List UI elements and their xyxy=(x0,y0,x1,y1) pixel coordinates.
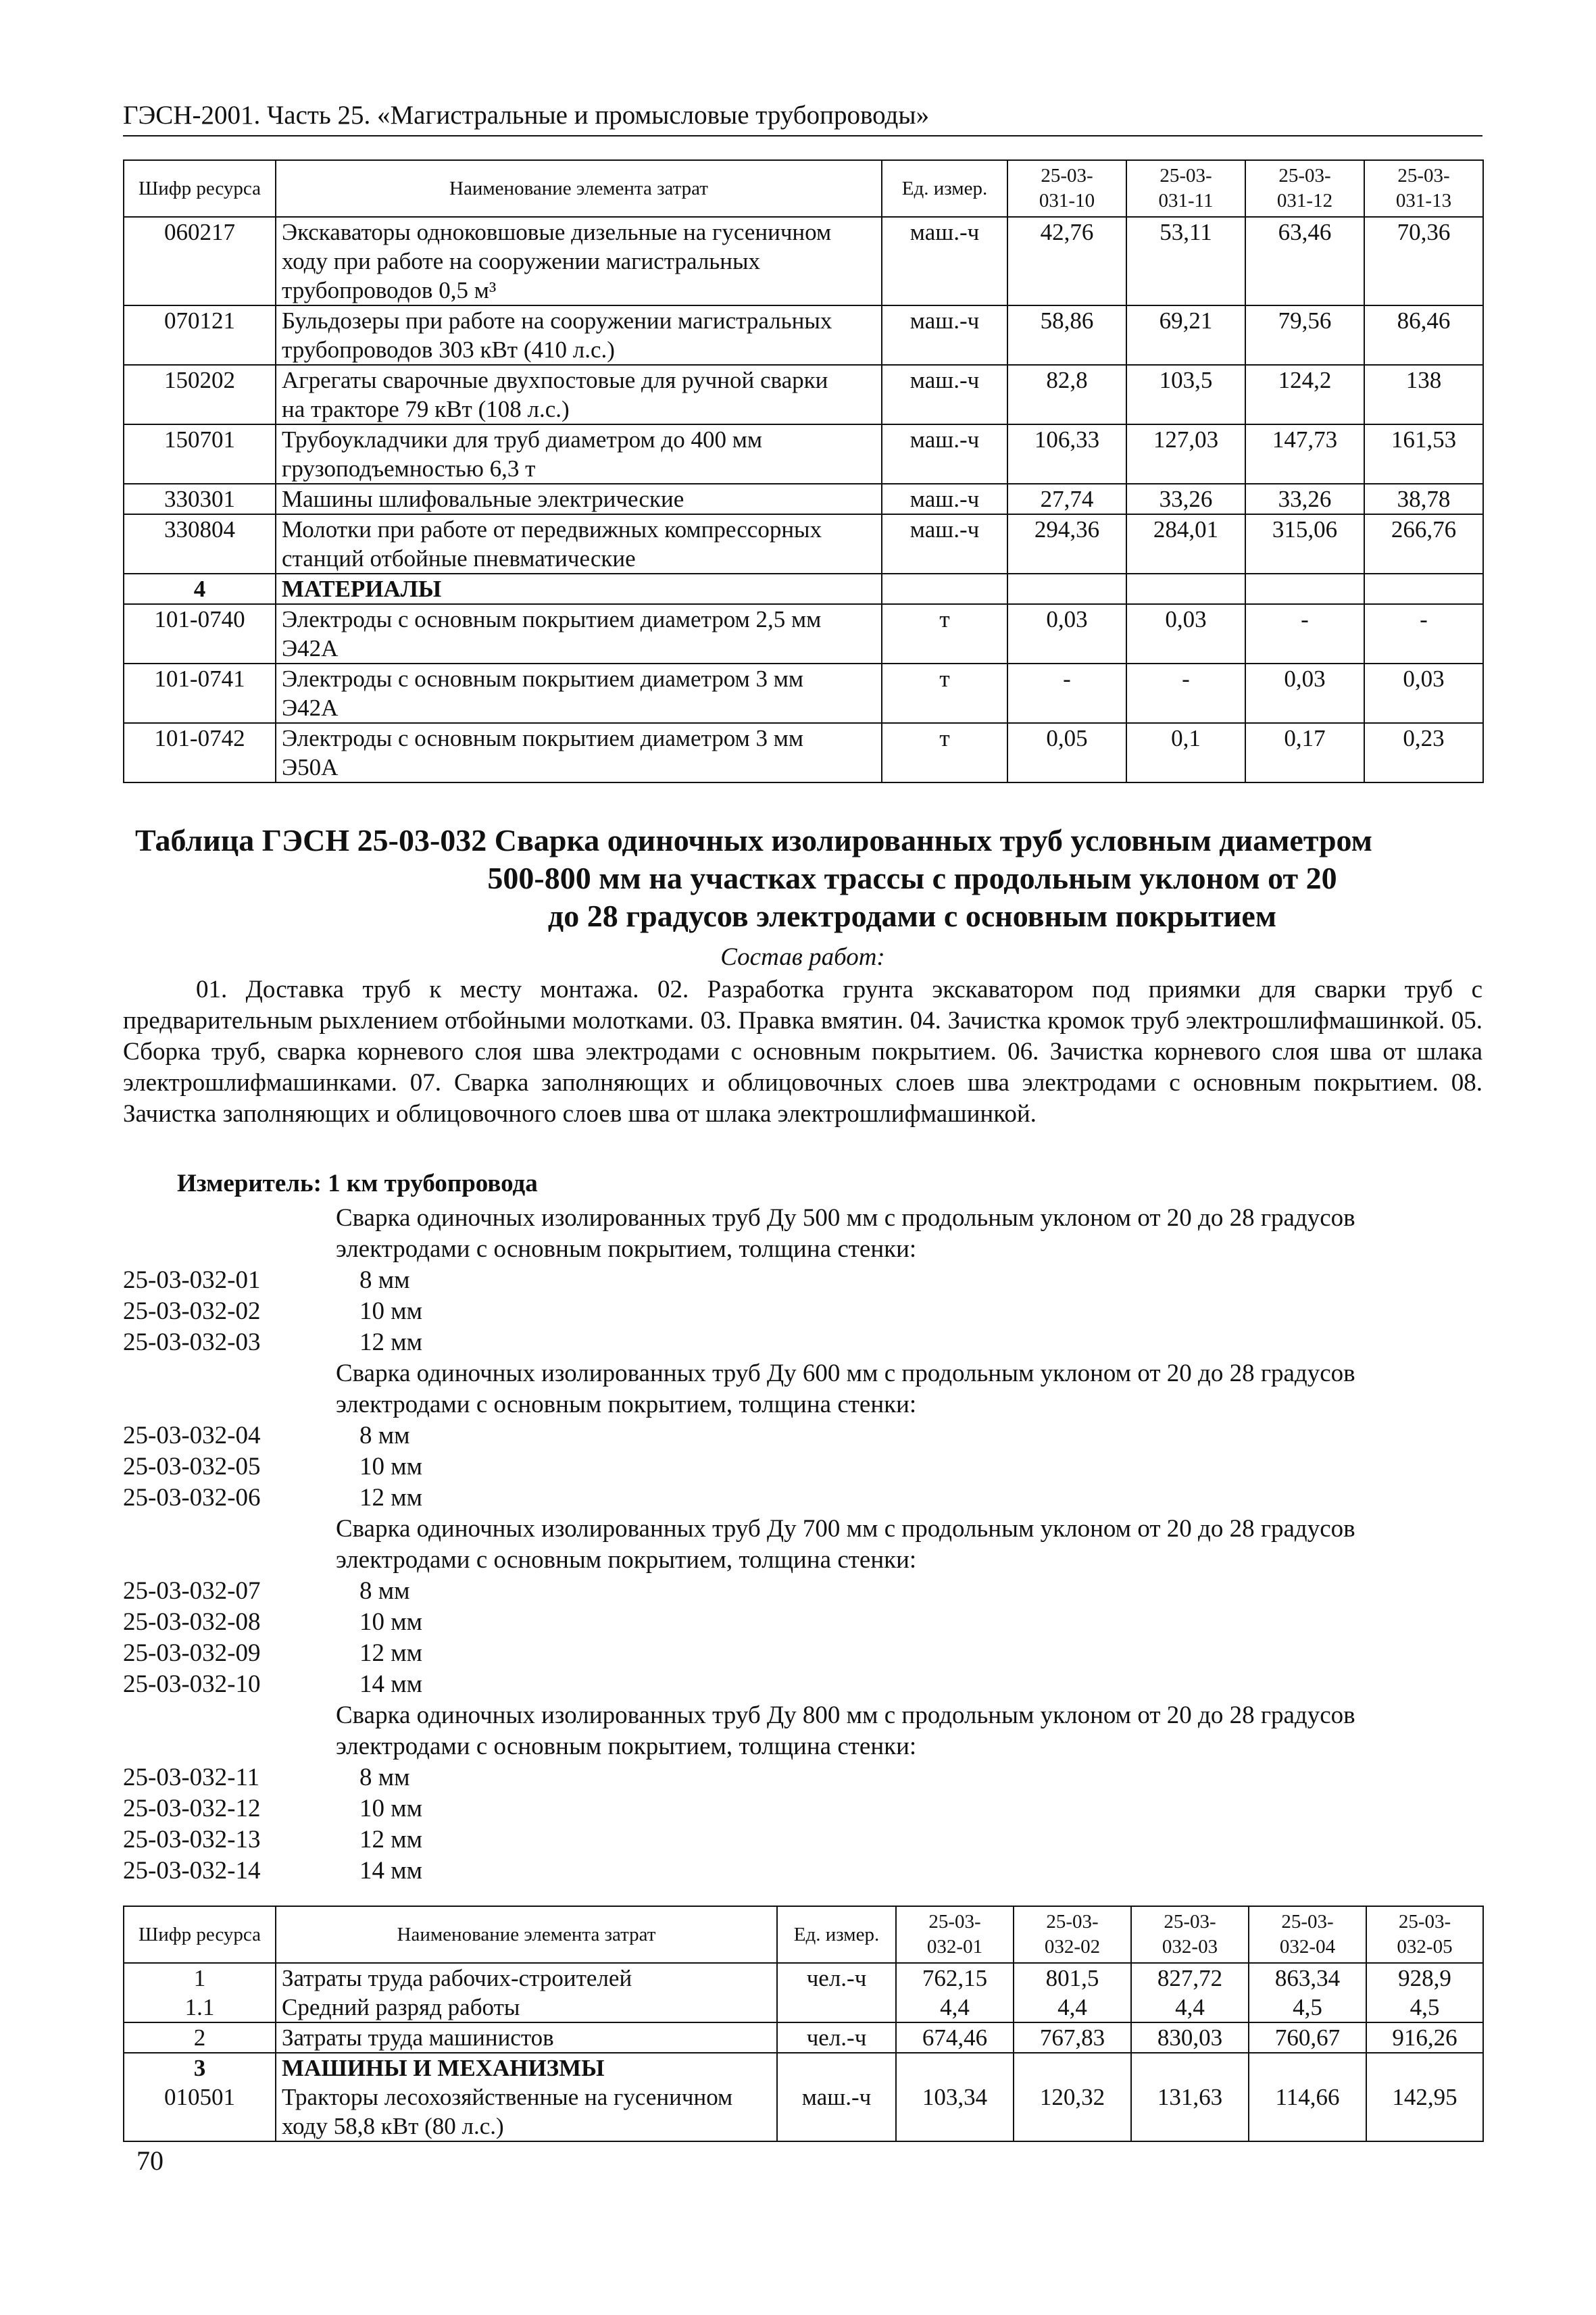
table-header-row xyxy=(124,1906,1483,1963)
wall-thickness: 10 мм xyxy=(359,1608,423,1636)
resource-code: 150202 xyxy=(124,365,276,424)
header-norm-code-line: 25-03- xyxy=(1159,165,1212,186)
value-cell: 63,46 xyxy=(1245,217,1364,305)
header-norm-code-line: 25-03- xyxy=(1281,1911,1334,1933)
cost-element-name xyxy=(276,484,882,514)
resource-code: 101-0742 xyxy=(124,723,276,782)
value-cell: 106,33 xyxy=(1007,424,1126,484)
norm-codes-list xyxy=(123,1203,1482,1887)
header-norm-code xyxy=(896,1906,1014,1963)
header-norm-code-line: 032-02 xyxy=(1044,1936,1101,1958)
wall-thickness: 14 мм xyxy=(359,1670,423,1698)
header-norm-code xyxy=(1014,1906,1131,1963)
resource-code: 1 xyxy=(124,1963,276,1993)
norm-code-item xyxy=(123,1296,1482,1327)
norm-code: 25-03-032-06 xyxy=(123,1484,261,1512)
norm-code: 25-03-032-05 xyxy=(123,1453,261,1480)
value-cell: 4,4 xyxy=(1131,1993,1249,2022)
header-norm-code xyxy=(1366,1906,1483,1963)
value-cell: 124,2 xyxy=(1245,365,1364,424)
wall-thickness: 12 мм xyxy=(359,1826,423,1853)
value-cell: 266,76 xyxy=(1364,514,1483,574)
norm-code: 25-03-032-13 xyxy=(123,1826,261,1853)
value-cell: 127,03 xyxy=(1126,424,1245,484)
norm-code: 25-03-032-07 xyxy=(123,1577,261,1605)
value-cell: 142,95 xyxy=(1366,2083,1483,2141)
table-row xyxy=(124,484,1483,514)
value-cell: 0,23 xyxy=(1364,723,1483,782)
wall-thickness: 12 мм xyxy=(359,1484,423,1512)
value-cell: 674,46 xyxy=(896,2022,1014,2053)
unit-cell xyxy=(777,2053,896,2083)
unit-cell: маш.-ч xyxy=(882,305,1007,365)
value-cell xyxy=(1007,574,1126,604)
value-cell: 0,03 xyxy=(1007,604,1126,664)
resource-code: 330804 xyxy=(124,514,276,574)
cost-element-name xyxy=(276,305,882,365)
cost-element-name xyxy=(276,2083,777,2141)
value-cell: 42,76 xyxy=(1007,217,1126,305)
group-description: электродами с основным покрытием, толщина стенки: xyxy=(336,1391,917,1418)
value-cell: 69,21 xyxy=(1126,305,1245,365)
group-description: электродами с основным покрытием, толщина стенки: xyxy=(336,1733,917,1760)
header-norm-code xyxy=(1249,1906,1366,1963)
value-cell: 284,01 xyxy=(1126,514,1245,574)
norm-code: 25-03-032-09 xyxy=(123,1639,261,1667)
cost-element-line: Молотки при работе от передвижных компрессорных xyxy=(282,516,822,543)
norm-code-item xyxy=(123,1793,1482,1824)
cost-element-name xyxy=(276,2053,777,2083)
header-norm-code xyxy=(1245,160,1364,217)
value-cell: 33,26 xyxy=(1126,484,1245,514)
table-row xyxy=(124,2083,1483,2141)
resource-code: 2 xyxy=(124,2022,276,2053)
wall-thickness: 8 мм xyxy=(359,1266,410,1294)
group-description: электродами с основным покрытием, толщина стенки: xyxy=(336,1546,917,1574)
cost-element-line: грузоподъемностью 6,3 т xyxy=(282,455,536,482)
wall-thickness: 12 мм xyxy=(359,1328,423,1356)
resource-code: 4 xyxy=(124,574,276,604)
value-cell: 138 xyxy=(1364,365,1483,424)
header-norm-code-line: 25-03- xyxy=(928,1911,981,1933)
table-header-row xyxy=(124,160,1483,217)
header-norm-code-line: 031-12 xyxy=(1276,190,1333,211)
unit-cell: маш.-ч xyxy=(882,365,1007,424)
norm-code: 25-03-032-14 xyxy=(123,1857,261,1885)
resource-code: 1.1 xyxy=(124,1993,276,2022)
cost-element-line: станций отбойные пневматические xyxy=(282,545,636,572)
value-cell: 86,46 xyxy=(1364,305,1483,365)
unit-cell: маш.-ч xyxy=(882,424,1007,484)
value-cell: 762,15 xyxy=(896,1963,1014,1993)
norm-code: 25-03-032-01 xyxy=(123,1266,261,1294)
header-norm-code-line: 031-13 xyxy=(1395,190,1452,211)
value-cell: 928,9 xyxy=(1366,1963,1483,1993)
cost-element-line: Средний разряд работы xyxy=(282,1994,520,2020)
norm-code: 25-03-032-02 xyxy=(123,1297,261,1325)
norm-code: 25-03-032-12 xyxy=(123,1795,261,1822)
cost-element-line: Э42А xyxy=(282,635,339,662)
unit-cell: чел.-ч xyxy=(777,1963,896,1993)
cost-element-line: Агрегаты сварочные двухпостовые для ручной сварки xyxy=(282,367,828,393)
value-cell: 120,32 xyxy=(1014,2083,1131,2141)
header-norm-code-line: 25-03- xyxy=(1278,165,1331,186)
value-cell xyxy=(1014,2053,1131,2083)
group-description: Сварка одиночных изолированных труб Ду 800 мм с продольным уклоном от 20 до 28 градусов xyxy=(336,1701,1355,1729)
value-cell: 70,36 xyxy=(1364,217,1483,305)
table-row xyxy=(124,365,1483,424)
header-norm-code xyxy=(1007,160,1126,217)
wall-thickness: 8 мм xyxy=(359,1422,410,1449)
value-cell: 4,5 xyxy=(1249,1993,1366,2022)
header-resource-code: Шифр ресурса xyxy=(124,160,276,217)
table-row xyxy=(124,514,1483,574)
value-cell: 4,4 xyxy=(1014,1993,1131,2022)
section-row xyxy=(124,574,1483,604)
unit-cell: т xyxy=(882,664,1007,723)
norm-code: 25-03-032-11 xyxy=(123,1764,260,1791)
cost-element-name xyxy=(276,217,882,305)
value-cell: 0,1 xyxy=(1126,723,1245,782)
norm-code: 25-03-032-08 xyxy=(123,1608,261,1636)
cost-element-line: Экскаваторы одноковшовые дизельные на гусеничном xyxy=(282,219,832,245)
cost-element-line: Электроды с основным покрытием диаметром 2,5 мм xyxy=(282,606,822,632)
value-cell xyxy=(1126,574,1245,604)
value-cell: 0,03 xyxy=(1245,664,1364,723)
norm-code-item xyxy=(123,1451,1482,1483)
cost-element-line: Машины шлифовальные электрические xyxy=(282,486,684,512)
work-composition-text: 01. Доставка труб к месту монтажа. 02. Разработка грунта экскаватором под приямки для сварки труб с предварительным рыхлением отбойными молотками. 03. Правка вмятин. 04. Зачистка кромок труб электрошлифмашинкой. 05. Сборка труб, сварка корневого слоя шва электродами с основным покрытием. 06. Зачистка корневого слоя шва от шлака электрошлифмашинками. 07. Сварка заполняющих и облицовочных слоев шва электродами с основным покрытием. 08. Зачистка заполняющих и облицовочного слоев шва от шлака электрошлифмашинкой. xyxy=(123,976,1482,1128)
resource-table-032 xyxy=(123,1906,1484,2142)
section-row xyxy=(124,2053,1483,2083)
unit-cell: маш.-ч xyxy=(882,484,1007,514)
cost-element-name xyxy=(276,424,882,484)
value-cell: - xyxy=(1007,664,1126,723)
header-resource-code: Шифр ресурса xyxy=(124,1906,276,1963)
header-norm-code-line: 032-01 xyxy=(926,1936,983,1958)
header-unit: Ед. измер. xyxy=(882,160,1007,217)
value-cell: 114,66 xyxy=(1249,2083,1366,2141)
norm-code-item xyxy=(123,1824,1482,1856)
cost-element-line: Бульдозеры при работе на сооружении магистральных xyxy=(282,307,832,334)
header-norm-code-line: 25-03- xyxy=(1041,165,1093,186)
header-rule xyxy=(123,135,1482,136)
norm-code-item xyxy=(123,1265,1482,1296)
cost-element-line: Э42А xyxy=(282,695,339,721)
cost-element-name xyxy=(276,2022,777,2053)
norm-code-item xyxy=(123,1420,1482,1451)
value-cell: 103,34 xyxy=(896,2083,1014,2141)
table-title xyxy=(135,822,1487,935)
cost-element-line: ходу при работе на сооружении магистральных xyxy=(282,248,761,274)
wall-thickness: 10 мм xyxy=(359,1453,423,1480)
cost-element-name xyxy=(276,1963,777,1993)
unit-cell xyxy=(882,574,1007,604)
cost-element-line: трубопроводов 303 кВт (410 л.с.) xyxy=(282,337,615,363)
value-cell xyxy=(1249,2053,1366,2083)
resource-code: 060217 xyxy=(124,217,276,305)
value-cell xyxy=(1131,2053,1249,2083)
running-header: ГЭСН-2001. Часть 25. «Магистральные и промысловые трубопроводы» xyxy=(123,101,930,130)
resource-code: 101-0740 xyxy=(124,604,276,664)
cost-element-line: ходу 58,8 кВт (80 л.с.) xyxy=(282,2113,504,2139)
group-description: Сварка одиночных изолированных труб Ду 600 мм с продольным уклоном от 20 до 28 градусов xyxy=(336,1360,1355,1387)
norm-code-item xyxy=(123,1607,1482,1638)
table-title-line-1: Таблица ГЭСН 25-03-032 Сварка одиночных изолированных труб условным диаметром xyxy=(135,823,1373,857)
resource-code: 101-0741 xyxy=(124,664,276,723)
value-cell: 82,8 xyxy=(1007,365,1126,424)
norm-code-item xyxy=(123,1762,1482,1793)
value-cell: 79,56 xyxy=(1245,305,1364,365)
norm-code: 25-03-032-04 xyxy=(123,1422,261,1449)
cost-element-line: Э50А xyxy=(282,754,339,780)
resource-code: 010501 xyxy=(124,2083,276,2141)
page-number: 70 xyxy=(136,2145,164,2176)
wall-thickness: 8 мм xyxy=(359,1577,410,1605)
value-cell: 0,05 xyxy=(1007,723,1126,782)
table-row xyxy=(124,604,1483,664)
value-cell: 53,11 xyxy=(1126,217,1245,305)
table-row xyxy=(124,424,1483,484)
value-cell: 27,74 xyxy=(1007,484,1126,514)
value-cell xyxy=(1364,574,1483,604)
header-norm-code-line: 031-10 xyxy=(1039,190,1095,211)
wall-thickness: 10 мм xyxy=(359,1795,423,1822)
cost-element-line: МАТЕРИАЛЫ xyxy=(282,576,442,602)
value-cell: 147,73 xyxy=(1245,424,1364,484)
value-cell xyxy=(896,2053,1014,2083)
value-cell: - xyxy=(1245,604,1364,664)
value-cell: - xyxy=(1364,604,1483,664)
norm-code-item xyxy=(123,1856,1482,1887)
group-description: электродами с основным покрытием, толщина стенки: xyxy=(336,1235,917,1263)
table-row xyxy=(124,1963,1483,1993)
header-norm-code-line: 25-03- xyxy=(1398,1911,1451,1933)
wall-thickness: 10 мм xyxy=(359,1297,423,1325)
value-cell: - xyxy=(1126,664,1245,723)
table-row xyxy=(124,723,1483,782)
norm-code-item xyxy=(123,1638,1482,1669)
value-cell: 38,78 xyxy=(1364,484,1483,514)
value-cell: 4,4 xyxy=(896,1993,1014,2022)
value-cell: 801,5 xyxy=(1014,1963,1131,1993)
header-norm-code xyxy=(1131,1906,1249,1963)
header-norm-code xyxy=(1126,160,1245,217)
value-cell xyxy=(1245,574,1364,604)
cost-element-line: Тракторы лесохозяйственные на гусеничном xyxy=(282,2084,733,2110)
value-cell: 4,5 xyxy=(1366,1993,1483,2022)
table-row xyxy=(124,217,1483,305)
work-composition-heading: Состав работ: xyxy=(720,943,885,971)
value-cell: 33,26 xyxy=(1245,484,1364,514)
value-cell: 294,36 xyxy=(1007,514,1126,574)
value-cell: 916,26 xyxy=(1366,2022,1483,2053)
measure-unit: Измеритель: 1 км трубопровода xyxy=(177,1170,538,1197)
cost-element-name xyxy=(276,664,882,723)
wall-thickness: 14 мм xyxy=(359,1857,423,1885)
norm-code-item xyxy=(123,1327,1482,1358)
value-cell: 0,17 xyxy=(1245,723,1364,782)
table-row xyxy=(124,664,1483,723)
table-title-line-3: до 28 градусов электродами с основным покрытием xyxy=(547,899,1277,933)
value-cell: 315,06 xyxy=(1245,514,1364,574)
unit-cell: маш.-ч xyxy=(882,514,1007,574)
header-cost-element: Наименование элемента затрат xyxy=(276,1906,777,1963)
header-norm-code-line: 032-05 xyxy=(1397,1936,1453,1958)
cost-element-line: Трубоукладчики для труб диаметром до 400 мм xyxy=(282,426,763,453)
wall-thickness: 12 мм xyxy=(359,1639,423,1667)
norm-code-item xyxy=(123,1576,1482,1607)
unit-cell xyxy=(777,1993,896,2022)
cost-element-line: на тракторе 79 кВт (108 л.с.) xyxy=(282,396,570,422)
value-cell xyxy=(1366,2053,1483,2083)
norm-code: 25-03-032-03 xyxy=(123,1328,261,1356)
table-row xyxy=(124,305,1483,365)
cost-element-name xyxy=(276,365,882,424)
norm-code: 25-03-032-10 xyxy=(123,1670,261,1698)
value-cell: 767,83 xyxy=(1014,2022,1131,2053)
unit-cell: маш.-ч xyxy=(777,2083,896,2141)
resource-table-031 xyxy=(123,159,1484,783)
value-cell: 830,03 xyxy=(1131,2022,1249,2053)
value-cell: 0,03 xyxy=(1126,604,1245,664)
cost-element-name xyxy=(276,574,882,604)
value-cell: 827,72 xyxy=(1131,1963,1249,1993)
resource-code: 330301 xyxy=(124,484,276,514)
value-cell: 103,5 xyxy=(1126,365,1245,424)
unit-cell: маш.-ч xyxy=(882,217,1007,305)
header-norm-code-line: 032-03 xyxy=(1162,1936,1218,1958)
cost-element-line: МАШИНЫ И МЕХАНИЗМЫ xyxy=(282,2055,605,2081)
header-cost-element: Наименование элемента затрат xyxy=(276,160,882,217)
cost-element-name xyxy=(276,1993,777,2022)
unit-cell: т xyxy=(882,723,1007,782)
value-cell: 0,03 xyxy=(1364,664,1483,723)
table-title-line-2: 500-800 мм на участках трассы с продольным уклоном от 20 xyxy=(487,861,1337,895)
unit-cell: т xyxy=(882,604,1007,664)
group-description: Сварка одиночных изолированных труб Ду 500 мм с продольным уклоном от 20 до 28 градусов xyxy=(336,1204,1355,1232)
value-cell: 58,86 xyxy=(1007,305,1126,365)
value-cell: 131,63 xyxy=(1131,2083,1249,2141)
norm-code-item xyxy=(123,1483,1482,1514)
cost-element-name xyxy=(276,604,882,664)
header-norm-code xyxy=(1364,160,1483,217)
header-norm-code-line: 031-11 xyxy=(1158,190,1214,211)
cost-element-line: Затраты труда машинистов xyxy=(282,2024,554,2051)
table-row xyxy=(124,1993,1483,2022)
header-norm-code-line: 25-03- xyxy=(1046,1911,1099,1933)
cost-element-name xyxy=(276,723,882,782)
cost-element-line: Затраты труда рабочих-строителей xyxy=(282,1965,632,1991)
group-description: Сварка одиночных изолированных труб Ду 700 мм с продольным уклоном от 20 до 28 градусов xyxy=(336,1515,1355,1543)
resource-code: 070121 xyxy=(124,305,276,365)
resource-code: 3 xyxy=(124,2053,276,2083)
header-norm-code-line: 032-04 xyxy=(1279,1936,1336,1958)
cost-element-name xyxy=(276,514,882,574)
unit-cell: чел.-ч xyxy=(777,2022,896,2053)
header-norm-code-line: 25-03- xyxy=(1164,1911,1216,1933)
cost-element-line: Электроды с основным покрытием диаметром 3 мм xyxy=(282,725,804,751)
cost-element-line: трубопроводов 0,5 м³ xyxy=(282,277,497,303)
cost-element-line: Электроды с основным покрытием диаметром 3 мм xyxy=(282,666,804,692)
header-unit: Ед. измер. xyxy=(777,1906,896,1963)
resource-code: 150701 xyxy=(124,424,276,484)
norm-code-item xyxy=(123,1669,1482,1700)
wall-thickness: 8 мм xyxy=(359,1764,410,1791)
value-cell: 863,34 xyxy=(1249,1963,1366,1993)
value-cell: 161,53 xyxy=(1364,424,1483,484)
table-row xyxy=(124,2022,1483,2053)
header-norm-code-line: 25-03- xyxy=(1397,165,1450,186)
value-cell: 760,67 xyxy=(1249,2022,1366,2053)
